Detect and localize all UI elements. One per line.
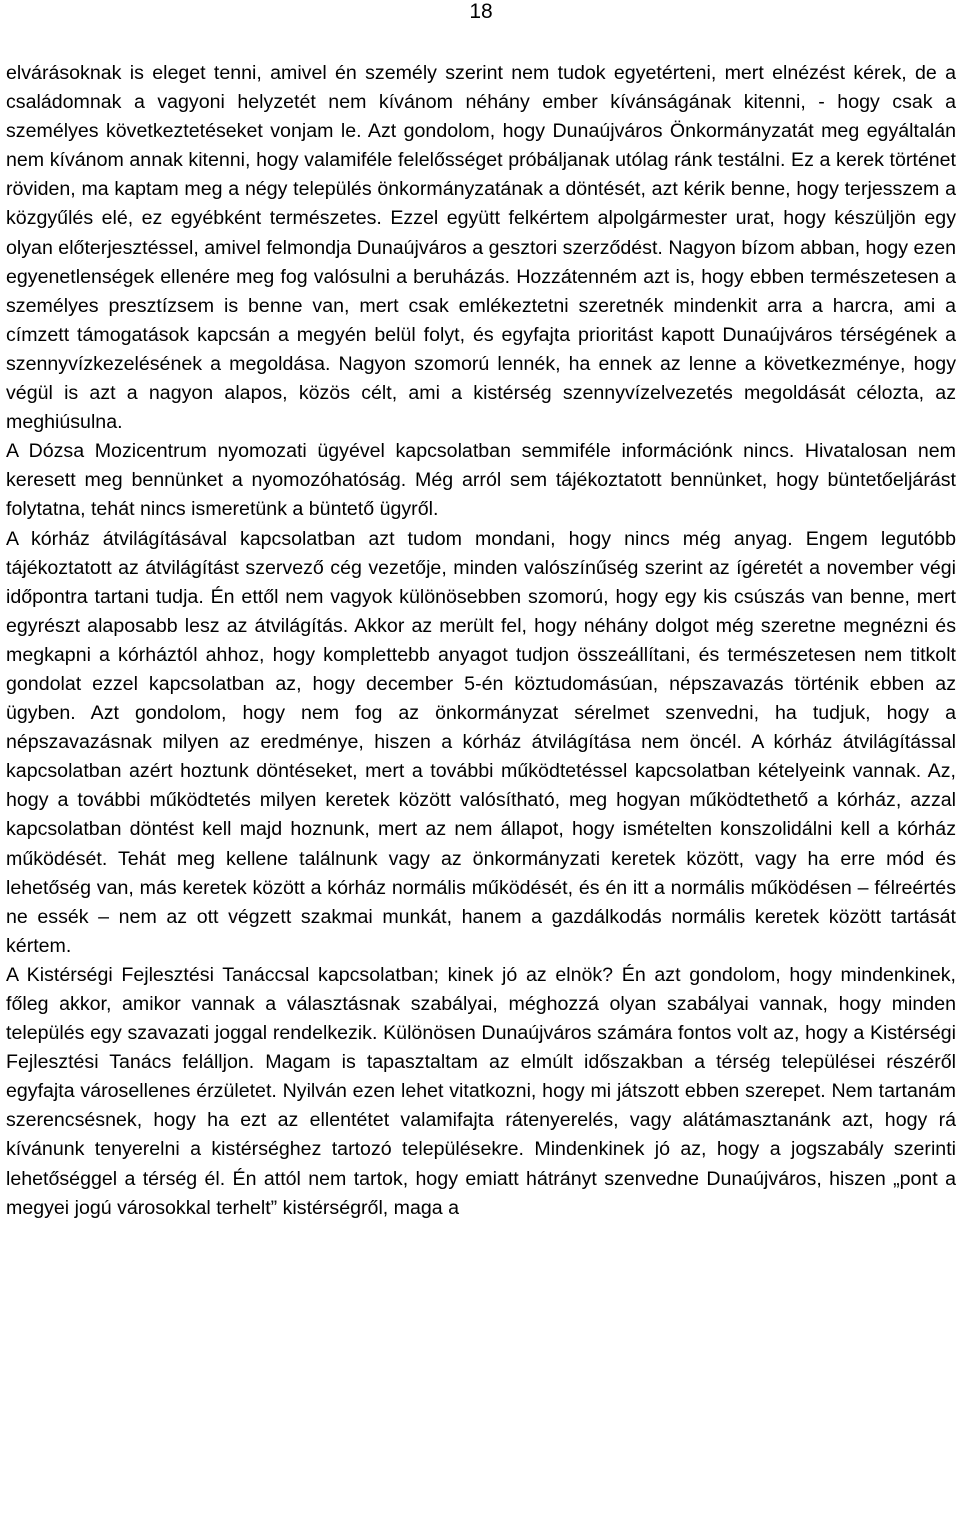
paragraph-hospital-audit: A kórház átvilágításával kapcsolatban azt tudom mondani, hogy nincs még anyag. Engem legutóbb tájékoztatott az átvilágítást szervező cég vezetője, minden valószínűség szerint az ígéretét a november végi időpontra tartani tudja. Én ettől nem vagyok különösebben szomorú, hogy egy kis csúszás van benne, mert egyrészt alaposabb lesz az átvilágítás. Akkor az merült fel, hogy néhány dolgot még szeretne megnézni és megkapni a kórháztól ahhoz, hogy komplettebb anyagot tudjon összeállítani, és természetesen nem titkolt gondolat ezzel kapcsolatban az, hogy december 5-én köztudomásúan, népszavazás történik ebben az ügyben. Azt gondolom, hogy nem fog az önkormányzat sérelmet szenvedni, ha tudjuk, hogy a népszavazásnak milyen az eredménye, hiszen a kórház átvilágítása nem öncél. A kórház átvilágítással kapcsolatban azért hoztunk döntéseket, mert a további működtetéssel kapcsolatban kételyeink vannak. Az, hogy a további működtetés milyen keretek között valósítható, meg hogyan működtethető a kórház, azzal kapcsolatban döntést kell majd hoznunk, mert az nem állapot, hogy ismételten konszolidálni kell a kórház működését. Tehát meg kellene találnunk vagy az önkormányzati keretek között, vagy ha erre mód és lehetőség van, más keretek között a kórház normális működését, és én itt a normális működésen – félreértés ne essék – nem az ott végzett szakmai munkát, hanem a gazdálkodás normális keretek között tartását kértem. xyxy=(6,527,956,957)
paragraph-water-project: elvárásoknak is eleget tenni, amivel én személy szerint nem tudok egyetérteni, mert elnézést kérek, de a családomnak a vagyoni helyzetét nem kívánom néhány ember kívánságának kitenni, - hogy csak a személyes következtetéseket vonjam le. Azt gondolom, hogy Dunaújváros Önkormányzatát meg egyáltalán nem kívánom annak kitenni, hogy valamiféle felelősséget próbáljanak utólag ránk testálni. Ez a kerek történet röviden, ma kaptam meg a négy település önkormányzatának a döntését, azt kérik benne, hogy terjesszem a közgyűlés elé, ez egyébként természetes. Ezzel együtt felkértem alpolgármester urat, hogy készüljön egy olyan előterjesztéssel, amivel felmondja Dunaújváros a gesztori szerződést. Nagyon bízom abban, hogy ezen egyenetlenségek ellenére meg fog valósulni a beruházás. Hozzátenném azt is, hogy ebben természetesen a személyes presztízsem is benne van, mert csak emlékeztetni szeretnék mindenkit arra a harcra, ami a címzett támogatások kapcsán a megyén belül folyt, és egyfajta prioritást kapott Dunaújváros térségének a szennyvízkezelésének a megoldása. Nagyon szomorú lennék, ha ennek az lenne a következménye, hogy végül is azt a nagyon alapos, közös célt, ami a kistérség szennyvízelvezetés megoldását célozta, az meghiúsulna. xyxy=(6,62,956,434)
page-number: 18 xyxy=(469,0,493,23)
document-body xyxy=(6,59,956,1223)
paragraph-dozsa-mozicentrum: A Dózsa Mozicentrum nyomozati ügyével kapcsolatban semmiféle információnk nincs. Hivatalosan nem keresett meg bennünket a nyomozóhatóság. Még arról sem tájékoztatott bennünket, hogy büntetőeljárást folytatna, tehát nincs ismeretünk a büntető ügyről. xyxy=(6,440,956,521)
paragraph-development-council: A Kistérségi Fejlesztési Tanáccsal kapcsolatban; kinek jó az elnök? Én azt gondolom, hogy mindenkinek, főleg akkor, amikor vannak a választásnak szabályai, méghozzá olyan szabályai vannak, hogy minden település egy szavazati joggal rendelkezik. Különösen Dunaújváros számára fontos volt az, hogy a Kistérségi Fejlesztési Tanács felálljon. Magam is tapasztaltam az elmúlt időszakban a térség települései részéről egyfajta városellenes érzületet. Nyilván ezen lehet vitatkozni, hogy mi játszott ebben szerepet. Nem tartanám szerencsésnek, hogy ha ezt az ellentétet valamifajta rátenyerelés, vagy alátámasztanánk azt, hogy rá kívánunk tenyerelni a kistérséghez tartozó településekre. Mindenkinek jó az, hogy a jogszabály szerinti lehetőséggel a térség él. Én attól nem tartok, hogy emiatt hátrányt szenvedne Dunaújváros, hiszen „pont a megyei jogú városokkal terhelt” kistérségről, maga a xyxy=(6,963,956,1219)
